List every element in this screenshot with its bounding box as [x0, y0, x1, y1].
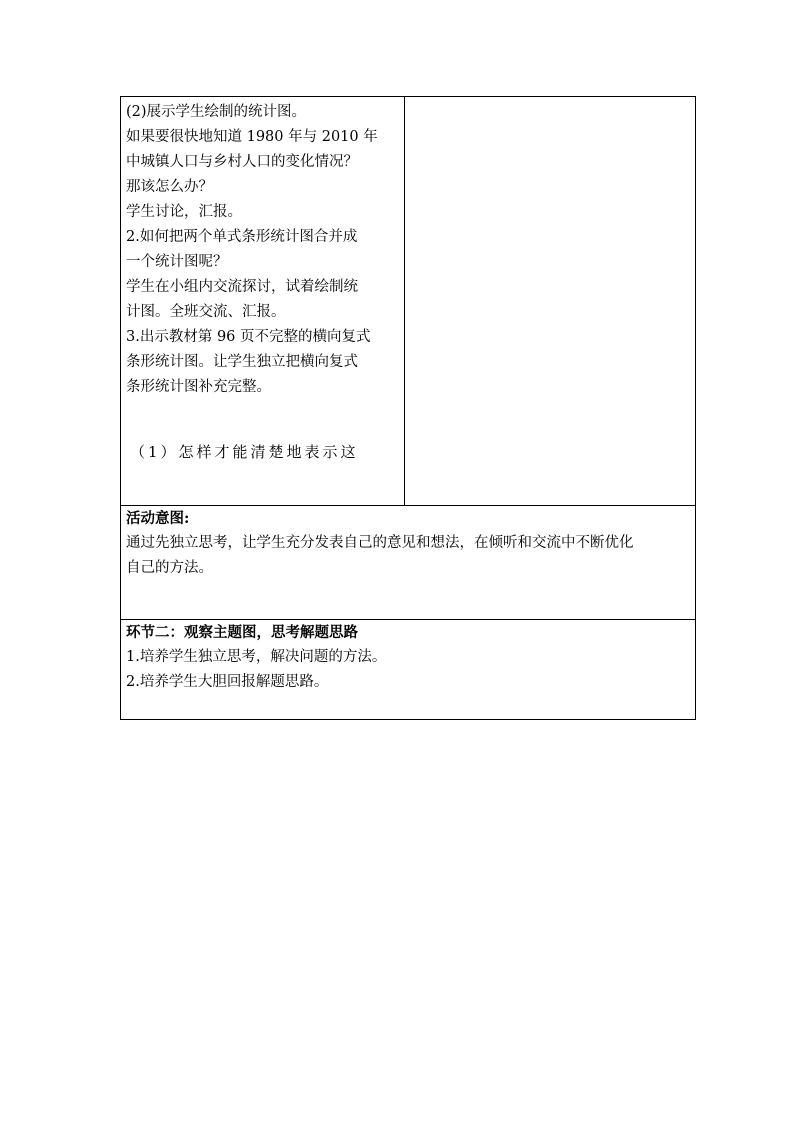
- row2-text: [126, 531, 634, 581]
- row2-title: 活动意图:: [126, 510, 190, 527]
- text-line: 2.培养学生大胆回报解题思路。: [126, 674, 329, 690]
- text-line: 通过先独立思考，让学生充分发表自己的意见和想法，在倾听和交流中不断优化: [126, 535, 634, 551]
- text-line: 那该怎么办？: [126, 179, 213, 195]
- text-line: 一个统计图呢？: [126, 254, 228, 270]
- text-line: 中城镇人口与乡村人口的变化情况？: [126, 154, 358, 170]
- text-line: 条形统计图补充完整。: [126, 379, 271, 395]
- text-line: 学生在小组内交流探讨，试着绘制统: [126, 279, 358, 295]
- text-line: 学生讨论，汇报。: [126, 204, 242, 220]
- row3-title: 环节二：观察主题图，思考解题思路: [126, 624, 358, 641]
- text-line: 计图。全班交流、汇报。: [126, 304, 286, 320]
- table-row-1-right-cell: [404, 96, 696, 506]
- row1-left-text: [126, 100, 378, 400]
- text-line: 1.培养学生独立思考，解决问题的方法。: [126, 649, 387, 665]
- row3-text: [126, 645, 386, 695]
- text-line: 条形统计图。让学生独立把横向复式: [126, 354, 358, 370]
- text-line: 如果要很快地知道 1980 年与 2010 年: [126, 129, 378, 145]
- text-line: (2)展示学生绘制的统计图。: [126, 104, 307, 120]
- text-line: 3.出示教材第 96 页不完整的横向复式: [126, 329, 371, 345]
- text-line: 2.如何把两个单式条形统计图合并成: [126, 229, 358, 245]
- row1-spaced-line: （1）怎样才能清楚地表示这: [130, 443, 359, 461]
- text-line: 自己的方法。: [126, 560, 213, 576]
